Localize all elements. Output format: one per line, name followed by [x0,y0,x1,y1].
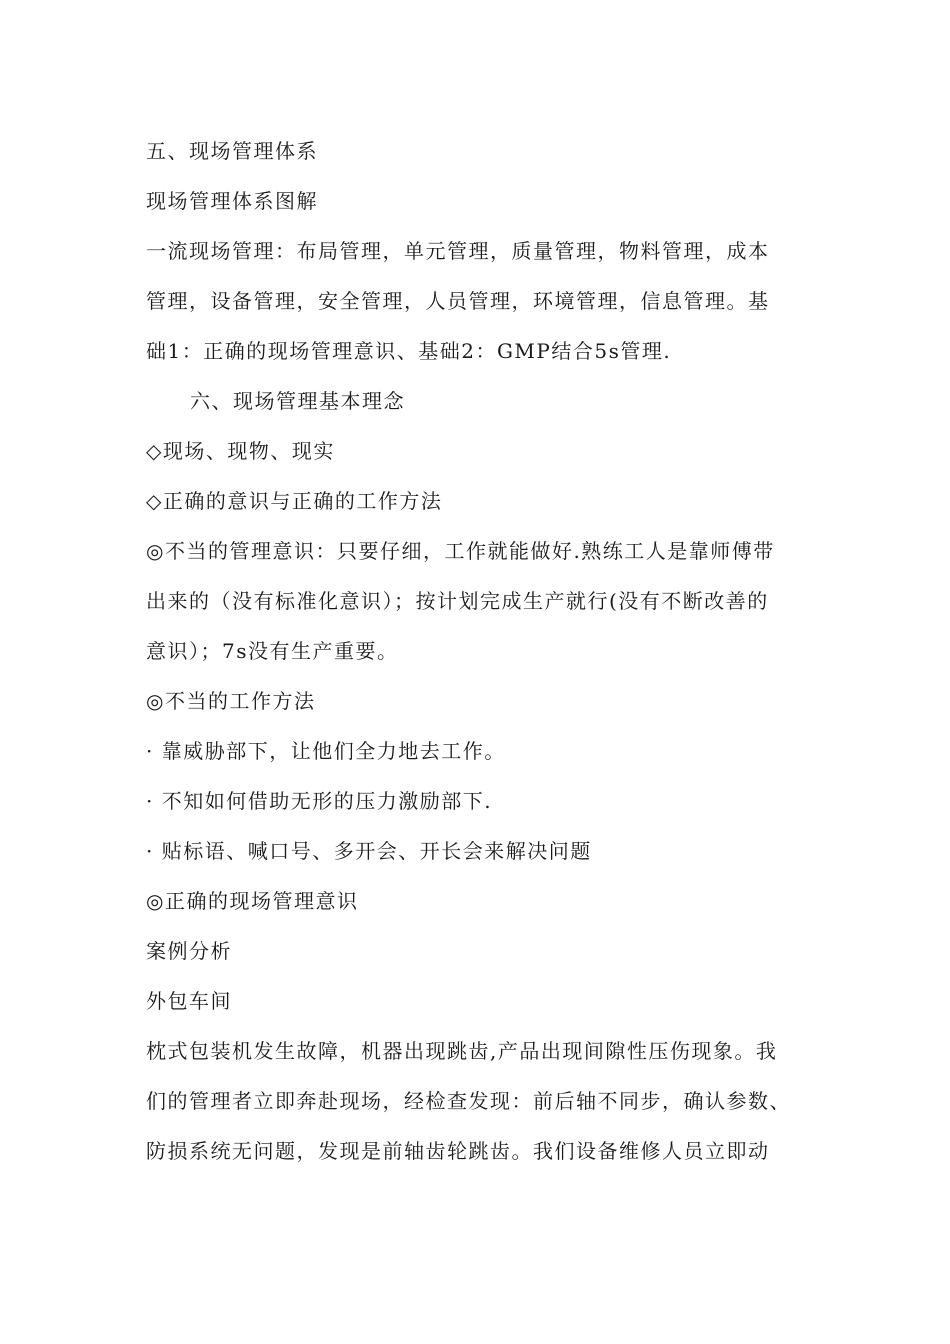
diagram-caption: 现场管理体系图解 [146,189,318,213]
paragraph-line: 管理，设备管理，安全管理，人员管理，环境管理，信息管理。基 [146,289,770,313]
subheading: 外包车间 [146,989,232,1013]
paragraph-line: 防损系统无问题，发现是前轴齿轮跳齿。我们设备维修人员立即动 [146,1139,770,1163]
dot-bullet-item: · 靠威胁部下，让他们全力地去工作。 [146,739,506,763]
paragraph-line: 一流现场管理：布局管理，单元管理，质量管理，物料管理，成本 [146,239,770,263]
dot-bullet-item: · 贴标语、喊口号、多开会、开长会来解决问题 [146,839,592,863]
paragraph-line: 枕式包装机发生故障，机器出现跳齿,产品出现间隙性压伤现象。我 [146,1039,778,1063]
circle-bullet-heading: ◎正确的现场管理意识 [146,889,359,913]
subheading: 案例分析 [146,939,232,963]
paragraph-line: ◎不当的管理意识：只要仔细，工作就能做好.熟练工人是靠师傅带 [146,539,775,563]
diamond-bullet-item: ◇现场、现物、现实 [146,439,335,463]
circle-bullet-heading: ◎不当的工作方法 [146,689,316,713]
diamond-bullet-item: ◇正确的意识与正确的工作方法 [146,489,443,513]
paragraph-line: 出来的（没有标准化意识）；按计划完成生产就行(没有不断改善的 [146,589,769,613]
document-body [146,126,810,1176]
dot-bullet-item: · 不知如何借助无形的压力激励部下. [146,789,493,813]
paragraph-line: 们的管理者立即奔赴现场，经检查发现：前后轴不同步，确认参数、 [146,1089,791,1113]
section-heading-5: 五、现场管理体系 [146,139,318,163]
paragraph-line: 础1：正确的现场管理意识、基础2：GMP结合5s管理. [146,339,672,363]
paragraph-line: 意识）；7s没有生产重要。 [146,639,399,663]
section-heading-6: 六、现场管理基本理念 [190,389,405,413]
